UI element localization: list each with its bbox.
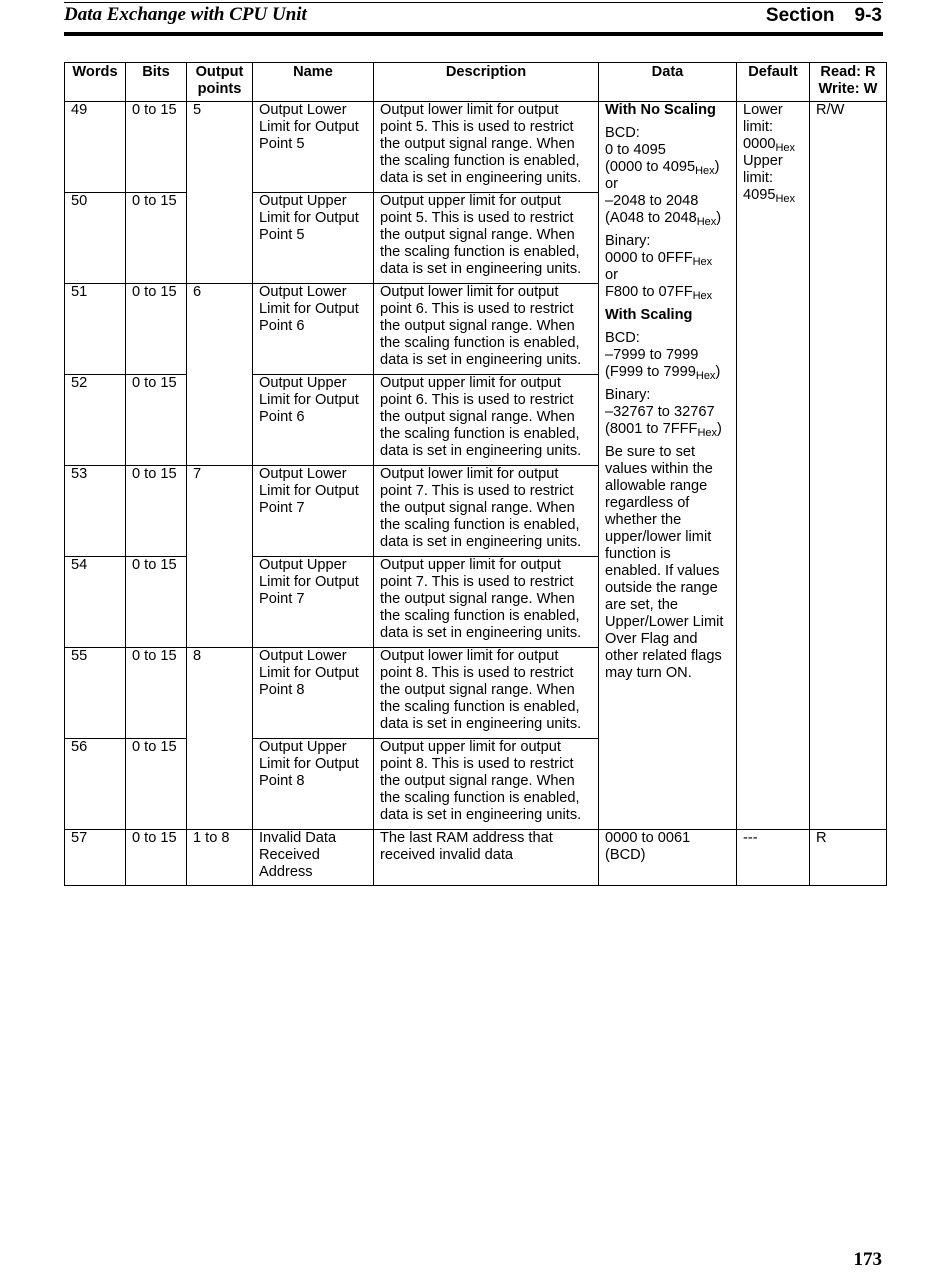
table-row bbox=[65, 830, 887, 886]
cell-bits: 0 to 15 bbox=[126, 193, 187, 284]
cell-description: The last RAM address that received invalid data bbox=[374, 830, 599, 886]
data-binary-label: Binary: bbox=[605, 233, 651, 249]
cell-bits: 0 to 15 bbox=[126, 466, 187, 557]
cell-words: 51 bbox=[65, 284, 126, 375]
header-top-rule bbox=[64, 2, 883, 3]
data-or: or bbox=[605, 267, 618, 283]
data-ns-bin-range1: 0000 to $0FFF_{Hex}$ bbox=[605, 250, 713, 268]
cell-output-points: 6 bbox=[187, 284, 253, 466]
cell-description: Output upper limit for output point 6. This is used to restrict the output signal range. When the scaling function is enabled, data is set in engineering units. bbox=[374, 375, 599, 466]
section-number: 9-3 bbox=[854, 5, 882, 26]
cell-words: 52 bbox=[65, 375, 126, 466]
data-ns-bcd-hex1: (0000 to $4095_{Hex}$) bbox=[605, 159, 720, 177]
data-or: or bbox=[605, 176, 618, 192]
cell-name: Invalid Data Received Address bbox=[253, 830, 374, 886]
page-number: 173 bbox=[853, 1249, 882, 1270]
cell-output-points: 1 to 8 bbox=[187, 830, 253, 886]
data-ns-bin-range2: F800 to $07FF_{Hex}$ bbox=[605, 284, 713, 302]
default-upper-label: Upper limit: bbox=[743, 153, 783, 186]
cell-data-range: 0000 to 0061 (BCD) bbox=[599, 830, 737, 886]
table-header-row bbox=[65, 63, 887, 102]
col-header-words: Words bbox=[65, 63, 126, 102]
cell-words: 53 bbox=[65, 466, 126, 557]
cell-name: Output Lower Limit for Output Point 6 bbox=[253, 284, 374, 375]
cell-name: Output Lower Limit for Output Point 7 bbox=[253, 466, 374, 557]
cell-bits: 0 to 15 bbox=[126, 739, 187, 830]
cell-output-points: 5 bbox=[187, 102, 253, 284]
default-lower-value: $0000_{Hex}$ bbox=[743, 136, 796, 154]
default-upper-value: $4095_{Hex}$ bbox=[743, 187, 796, 205]
cell-words: 57 bbox=[65, 830, 126, 886]
cell-words: 54 bbox=[65, 557, 126, 648]
col-header-data: Data bbox=[599, 63, 737, 102]
cell-bits: 0 to 15 bbox=[126, 375, 187, 466]
cell-words: 49 bbox=[65, 102, 126, 193]
data-s-bcd-range: –7999 to 7999 bbox=[605, 347, 699, 363]
word-allocation-table bbox=[64, 62, 887, 886]
data-range-note: Be sure to set values within the allowable range regardless of whether the upper/lower limit function is enabled. If values outside the range are set, the Upper/Lower Limit Over Flag and other related flags may turn ON. bbox=[605, 444, 724, 681]
cell-words: 50 bbox=[65, 193, 126, 284]
col-header-description: Description bbox=[374, 63, 599, 102]
col-header-bits: Bits bbox=[126, 63, 187, 102]
cell-bits: 0 to 15 bbox=[126, 557, 187, 648]
table-row bbox=[65, 102, 887, 193]
cell-bits: 0 to 15 bbox=[126, 830, 187, 886]
section-label: Section bbox=[765, 5, 835, 26]
col-header-default: Default bbox=[737, 63, 810, 102]
cell-read-write: R/W bbox=[810, 102, 887, 830]
cell-bits: 0 to 15 bbox=[126, 102, 187, 193]
default-lower-label: Lower limit: bbox=[743, 102, 783, 135]
cell-description: Output lower limit for output point 5. This is used to restrict the output signal range. When the scaling function is enabled, data is set in engineering units. bbox=[374, 102, 599, 193]
cell-name: Output Upper Limit for Output Point 8 bbox=[253, 739, 374, 830]
data-ns-bcd-hex2: (A048 to $2048_{Hex}$) bbox=[605, 210, 722, 228]
cell-name: Output Lower Limit for Output Point 5 bbox=[253, 102, 374, 193]
data-s-bin-hex: (8001 to $7FFF_{Hex}$) bbox=[605, 421, 722, 439]
cell-data-range bbox=[599, 102, 737, 830]
cell-output-points: 7 bbox=[187, 466, 253, 648]
cell-default bbox=[737, 102, 810, 830]
col-header-read-write: Read: R Write: W bbox=[810, 63, 887, 102]
cell-description: Output lower limit for output point 8. This is used to restrict the output signal range. When the scaling function is enabled, data is set in engineering units. bbox=[374, 648, 599, 739]
cell-description: Output upper limit for output point 8. This is used to restrict the output signal range. When the scaling function is enabled, data is set in engineering units. bbox=[374, 739, 599, 830]
cell-description: Output lower limit for output point 7. This is used to restrict the output signal range. When the scaling function is enabled, data is set in engineering units. bbox=[374, 466, 599, 557]
cell-words: 56 bbox=[65, 739, 126, 830]
data-binary-label: Binary: bbox=[605, 387, 651, 403]
running-header-section bbox=[766, 5, 882, 27]
running-header-title: Data Exchange with CPU Unit bbox=[64, 4, 307, 25]
col-header-name: Name bbox=[253, 63, 374, 102]
header-bottom-rule bbox=[64, 32, 883, 36]
data-s-bcd-hex: (F999 to $7999_{Hex}$) bbox=[605, 364, 721, 382]
cell-description: Output upper limit for output point 5. This is used to restrict the output signal range. When the scaling function is enabled, data is set in engineering units. bbox=[374, 193, 599, 284]
data-scaling-heading: With Scaling bbox=[605, 307, 693, 323]
cell-name: Output Upper Limit for Output Point 5 bbox=[253, 193, 374, 284]
data-bcd-label: BCD: bbox=[605, 125, 640, 141]
cell-description: Output lower limit for output point 6. This is used to restrict the output signal range. When the scaling function is enabled, data is set in engineering units. bbox=[374, 284, 599, 375]
data-no-scaling-heading: With No Scaling bbox=[605, 102, 716, 118]
cell-read-write: R bbox=[810, 830, 887, 886]
cell-output-points: 8 bbox=[187, 648, 253, 830]
data-ns-bcd-range2: –2048 to 2048 bbox=[605, 193, 699, 209]
cell-bits: 0 to 15 bbox=[126, 284, 187, 375]
cell-name: Output Upper Limit for Output Point 6 bbox=[253, 375, 374, 466]
cell-name: Output Upper Limit for Output Point 7 bbox=[253, 557, 374, 648]
cell-bits: 0 to 15 bbox=[126, 648, 187, 739]
data-ns-bcd-range1: 0 to 4095 bbox=[605, 142, 666, 158]
col-header-output-points: Output points bbox=[187, 63, 253, 102]
data-s-bin-range: –32767 to 32767 bbox=[605, 404, 715, 420]
cell-default: --- bbox=[737, 830, 810, 886]
cell-words: 55 bbox=[65, 648, 126, 739]
cell-description: Output upper limit for output point 7. This is used to restrict the output signal range. When the scaling function is enabled, data is set in engineering units. bbox=[374, 557, 599, 648]
cell-name: Output Lower Limit for Output Point 8 bbox=[253, 648, 374, 739]
data-bcd-label: BCD: bbox=[605, 330, 640, 346]
